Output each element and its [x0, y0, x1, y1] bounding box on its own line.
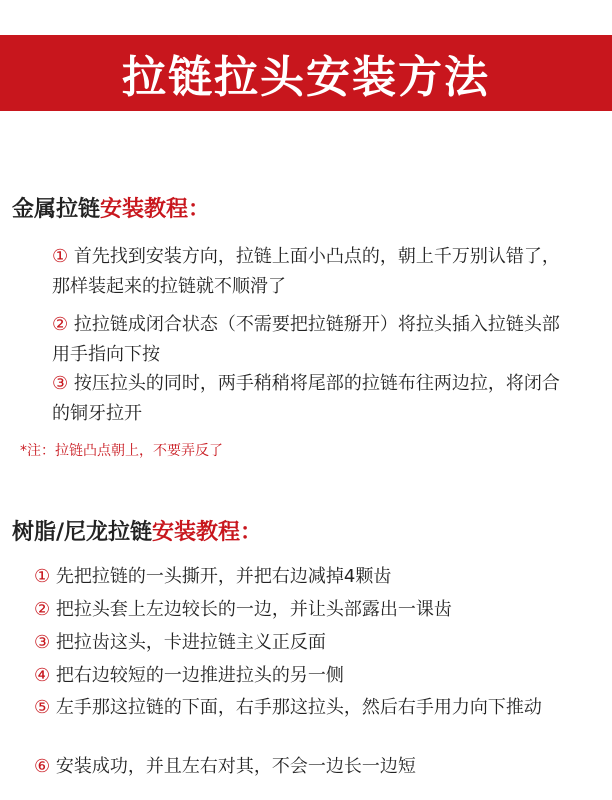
resin-step-2	[34, 595, 574, 625]
step-number: ②	[52, 314, 69, 335]
metal-note: *注：拉链凸点朝上，不要弄反了	[20, 443, 223, 459]
resin-title-accent: 安装教程：	[152, 520, 263, 545]
step-number: ③	[34, 632, 51, 653]
step-number: ①	[34, 566, 51, 587]
metal-step-2	[52, 310, 562, 370]
step-text: 按压拉头的同时，两手稍稍将尾部的拉链布往两边拉，将闭合的铜牙拉开	[52, 373, 560, 424]
step-number: ③	[52, 373, 69, 394]
metal-title-main: 金属拉链	[12, 197, 101, 222]
metal-step-1	[52, 242, 562, 302]
step-text: 先把拉链的一头撕开，并把右边减掉4颗齿	[55, 566, 392, 587]
step-number: ①	[52, 246, 69, 267]
resin-section-title	[12, 515, 262, 546]
page-title: 拉链拉头安装方法	[122, 52, 490, 103]
step-text: 把右边较短的一边推进拉头的另一侧	[55, 665, 344, 686]
step-text: 安装成功，并且左右对其，不会一边长一边短	[55, 756, 416, 777]
step-number: ④	[34, 665, 51, 686]
step-text: 把拉头套上左边较长的一边，并让头部露出一课齿	[55, 599, 452, 620]
step-text: 拉拉链成闭合状态（不需要把拉链掰开）将拉头插入拉链头部用手指向下按	[52, 314, 560, 365]
metal-section-title	[12, 192, 210, 223]
title-banner	[0, 35, 612, 111]
step-number: ⑤	[34, 697, 51, 718]
metal-step-3	[52, 369, 562, 429]
metal-title-accent: 安装教程：	[100, 197, 211, 222]
resin-step-5	[34, 693, 574, 723]
step-text: 左手那这拉链的下面，右手那这拉头，然后右手用力向下推动	[55, 697, 542, 718]
step-number: ⑥	[34, 756, 51, 777]
step-text: 首先找到安装方向，拉链上面小凸点的，朝上千万别认错了，那样装起来的拉链就不顺滑了	[52, 246, 560, 297]
resin-title-main: 树脂/尼龙拉链	[12, 520, 153, 545]
resin-step-3	[34, 628, 574, 658]
step-text: 把拉齿这头，卡进拉链主义正反面	[55, 632, 326, 653]
step-number: ②	[34, 599, 51, 620]
resin-step-6	[34, 752, 574, 782]
resin-step-4	[34, 661, 574, 691]
resin-step-1	[34, 562, 574, 592]
